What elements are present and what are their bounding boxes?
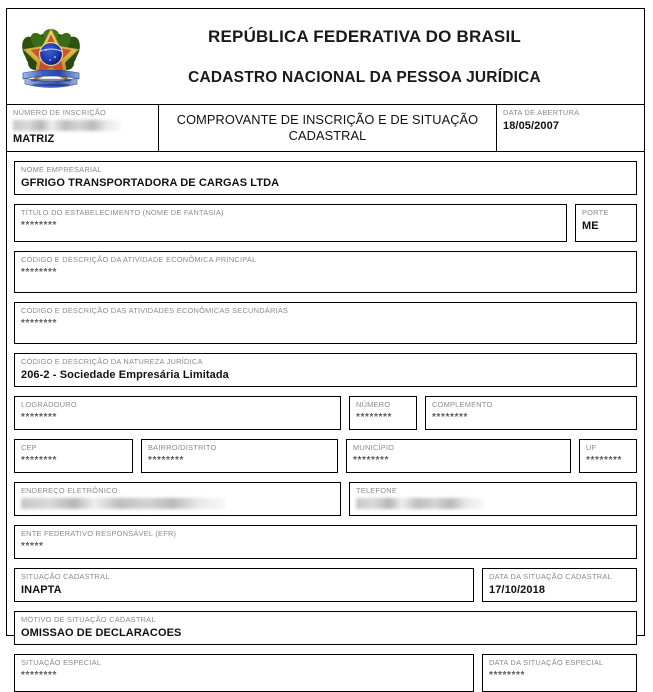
- field-numero: [349, 396, 417, 430]
- field-motivo-situacao-cadastral: [14, 611, 637, 645]
- field-ente-federativo-responsavel: [14, 525, 637, 559]
- comprovante-title-text: COMPROVANTE DE INSCRIÇÃO E DE SITUAÇÃO CADASTRAL: [176, 112, 479, 143]
- field-atividades-secundarias: [14, 302, 637, 344]
- field-label: LOGRADOURO: [21, 400, 77, 409]
- field-label: TELEFONE: [356, 486, 398, 495]
- row-situacao-cadastral: [14, 568, 637, 602]
- field-value: *****: [21, 541, 44, 552]
- field-situacao-cadastral: [14, 568, 474, 602]
- field-value: ********: [21, 455, 57, 466]
- field-cep: [14, 439, 133, 473]
- row-titulo-porte: [14, 204, 637, 242]
- field-value: ********: [21, 318, 57, 329]
- field-label: CÓDIGO E DESCRIÇÃO DA ATIVIDADE ECONÔMICA PRINCIPAL: [21, 255, 257, 264]
- row-nome-empresarial: [14, 161, 637, 195]
- field-data-situacao-cadastral: [482, 568, 637, 602]
- field-numero-inscricao: [7, 105, 159, 151]
- field-value: ME: [582, 220, 599, 232]
- field-label: ENDEREÇO ELETRÔNICO: [21, 486, 118, 495]
- field-value: ********: [432, 412, 468, 423]
- field-value: ********: [21, 412, 57, 423]
- field-label: PORTE: [582, 208, 609, 217]
- field-atividade-principal: [14, 251, 637, 293]
- field-label: CÓDIGO E DESCRIÇÃO DAS ATIVIDADES ECONÔMICAS SECUNDÁRIAS: [21, 306, 289, 315]
- field-uf: [579, 439, 637, 473]
- field-endereco-eletronico: [14, 482, 341, 516]
- header-title-block: [91, 9, 638, 104]
- redacted-cnpj-number: [13, 120, 121, 131]
- row-atividade-principal: [14, 251, 637, 293]
- field-complemento: [425, 396, 637, 430]
- field-data-abertura: [497, 105, 644, 151]
- field-logradouro: [14, 396, 341, 430]
- field-value: ********: [21, 670, 57, 681]
- page-title: REPÚBLICA FEDERATIVA DO BRASIL: [208, 26, 521, 46]
- row-situacao-especial: [14, 654, 637, 692]
- row-motivo-situacao: [14, 611, 637, 645]
- document-body: [7, 152, 644, 692]
- field-label: MOTIVO DE SITUAÇÃO CADASTRAL: [21, 615, 156, 624]
- field-value: ********: [586, 455, 622, 466]
- cnpj-document: [6, 8, 645, 681]
- field-porte: [575, 204, 637, 242]
- field-value: 17/10/2018: [489, 584, 546, 596]
- row-endereco-linha1: [14, 396, 637, 430]
- field-label: SITUAÇÃO ESPECIAL: [21, 658, 102, 667]
- field-label: NÚMERO: [356, 400, 391, 409]
- field-label: CÓDIGO E DESCRIÇÃO DA NATUREZA JURÍDICA: [21, 357, 203, 366]
- field-value: ********: [353, 455, 389, 466]
- field-value: OMISSAO DE DECLARACOES: [21, 627, 182, 639]
- field-label: DATA DA SITUAÇÃO CADASTRAL: [489, 572, 612, 581]
- field-label: NOME EMPRESARIAL: [21, 165, 102, 174]
- field-data-situacao-especial: [482, 654, 637, 692]
- field-natureza-juridica: [14, 353, 637, 387]
- field-bairro-distrito: [141, 439, 338, 473]
- row-contato: [14, 482, 637, 516]
- status-badge: INAPTA: [21, 584, 62, 596]
- field-label: NÚMERO DE INSCRIÇÃO: [13, 108, 107, 117]
- field-value: ********: [21, 267, 57, 278]
- row-efr: [14, 525, 637, 559]
- field-label: BAIRRO/DISTRITO: [148, 443, 217, 452]
- row-atividades-secundarias: [14, 302, 637, 344]
- field-value: ********: [356, 412, 392, 423]
- registration-info-strip: [7, 105, 644, 152]
- redacted-email-value: [21, 498, 226, 509]
- brazil-coat-of-arms-icon: [19, 23, 83, 95]
- field-label: COMPLEMENTO: [432, 400, 493, 409]
- field-label: TÍTULO DO ESTABELECIMENTO (NOME DE FANTASIA): [21, 208, 224, 217]
- page-subtitle: CADASTRO NACIONAL DA PESSOA JURÍDICA: [188, 68, 541, 86]
- field-telefone: [349, 482, 637, 516]
- field-label: CEP: [21, 443, 37, 452]
- inscricao-type-value: MATRIZ: [13, 133, 55, 145]
- row-endereco-linha2: [14, 439, 637, 473]
- field-label: ENTE FEDERATIVO RESPONSÁVEL (EFR): [21, 529, 177, 538]
- field-comprovante-title: [159, 105, 497, 151]
- field-titulo-estabelecimento: [14, 204, 567, 242]
- field-municipio: [346, 439, 571, 473]
- field-label: DATA DA SITUAÇÃO ESPECIAL: [489, 658, 604, 667]
- field-label: UF: [586, 443, 597, 452]
- field-label: SITUAÇÃO CADASTRAL: [21, 572, 110, 581]
- field-value: GFRIGO TRANSPORTADORA DE CARGAS LTDA: [21, 177, 280, 189]
- row-natureza-juridica: [14, 353, 637, 387]
- redacted-phone-value: [356, 498, 484, 509]
- field-nome-empresarial: [14, 161, 637, 195]
- field-label: MUNICÍPIO: [353, 443, 395, 452]
- document-header: [7, 9, 644, 105]
- field-value: ********: [148, 455, 184, 466]
- field-value: 206-2 - Sociedade Empresária Limitada: [21, 369, 229, 381]
- data-abertura-value: 18/05/2007: [503, 120, 560, 132]
- field-label: DATA DE ABERTURA: [503, 108, 580, 117]
- field-value: ********: [489, 670, 525, 681]
- field-situacao-especial: [14, 654, 474, 692]
- field-value: ********: [21, 220, 57, 231]
